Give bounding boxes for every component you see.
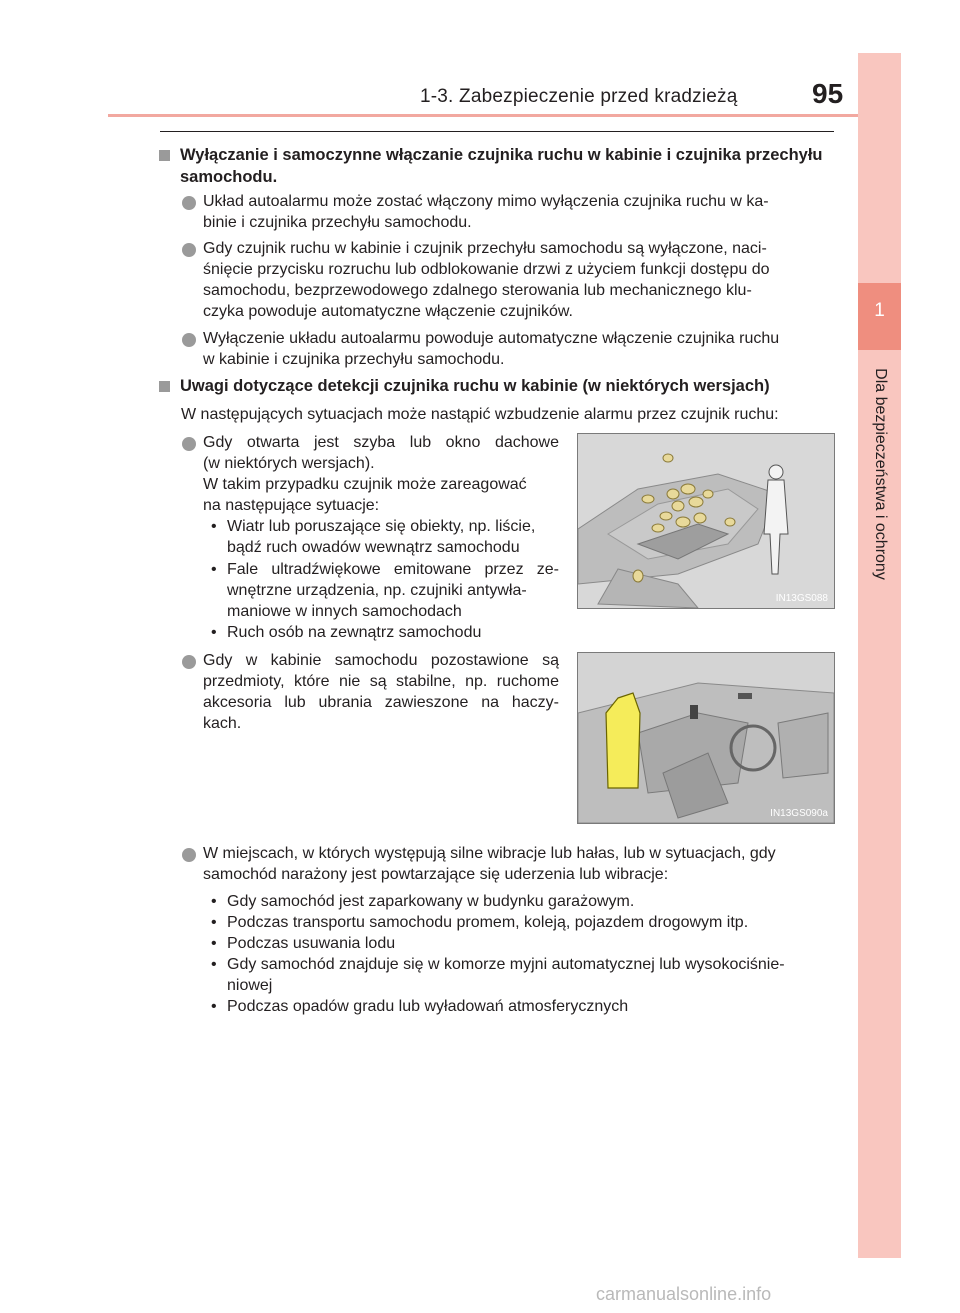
watermark: carmanualsonline.info — [596, 1284, 772, 1304]
bullet-dot-icon — [182, 196, 196, 210]
bullet-dot-icon — [182, 243, 196, 257]
sunroof-leaves-illustration — [577, 433, 835, 609]
section1-item-1: Układ autoalarmu może zostać włączony mimo wyłączenia czujnika ruchu w ka- binie i czujnika przechyłu samochodu. — [203, 193, 769, 231]
figure-code: IN13GS088 — [775, 593, 828, 604]
item3-bullet-2: Podczas transportu samochodu promem, koleją, pojazdem drogowym itp. — [227, 914, 749, 931]
bullet-dot-icon — [182, 333, 196, 347]
bullet-dot-icon — [182, 848, 196, 862]
section2-intro: W następujących sytuacjach może nastąpić wzbudzenie alarmu przez czujnik ruchu: — [181, 406, 779, 423]
item3-bullet-5: Podczas opadów gradu lub wyładowań atmosferycznych — [227, 998, 629, 1015]
section1-item-2: Gdy czujnik ruchu w kabinie i czujnik przechyłu samochodu są wyłączone, naci- śnięcie przycisku rozruchu lub odblokowanie drzwi z użyciem funkcji dostępu do samochodu, bezprzewodowego zdalnego sterowania lub mechanicznego klu- czyka powoduje automatyczne włączenie czujników. — [203, 240, 770, 320]
chapter-side-tab — [858, 53, 901, 1258]
chapter-label: Dla bezpieczeństwa i ochrony — [872, 368, 889, 580]
running-header: 1-3. Zabezpieczenie przed kradzieżą — [420, 86, 738, 107]
item1-bullet-2: Fale ultradźwiękowe emitowane przez ze- wnętrzne urządzenia, np. czujniki antywła- maniowe w innych samochodach — [227, 561, 559, 620]
content-top-rule — [160, 131, 834, 132]
item3-bullet-3: Podczas usuwania lodu — [227, 935, 396, 952]
bullet-dot-icon — [182, 437, 196, 451]
chapter-number: 1 — [874, 300, 885, 321]
section2-item-2: Gdy w kabinie samochodu pozostawione są przedmioty, które nie są stabilne, np. ruchome akcesoria lub ubrania zawieszone na haczy- kach. — [203, 652, 559, 732]
section-square-icon — [159, 150, 170, 161]
section2-item-1: Gdy otwarta jest szyba lub okno dachowe (w niektórych wersjach). W takim przypadku czujnik może zareagować na następujące sytuacje: — [203, 434, 559, 514]
section1-heading: Wyłączanie i samoczynne włączanie czujnika ruchu w kabinie i czujnika przechyłu samochodu. — [180, 146, 823, 186]
interior-hanging-clothes-illustration — [577, 652, 835, 824]
item1-bullet-1: Wiatr lub poruszające się obiekty, np. liście, bądź ruch owadów wewnątrz samochodu — [227, 518, 536, 556]
section1-item-3: Wyłączenie układu autoalarmu powoduje automatyczne włączenie czujnika ruchu w kabinie i czujnika przechyłu samochodu. — [203, 330, 780, 368]
section2-item-3: W miejscach, w których występują silne wibracje lub hałas, lub w sytuacjach, gdy samochód narażony jest powtarzające się uderzenia lub wibracje: — [203, 845, 776, 883]
item3-bullet-1: Gdy samochód jest zaparkowany w budynku garażowym. — [227, 893, 635, 910]
item1-bullet-3: Ruch osób na zewnątrz samochodu — [227, 624, 482, 641]
section2-heading: Uwagi dotyczące detekcji czujnika ruchu w kabinie (w niektórych wersjach) — [180, 377, 770, 395]
page-number: 95 — [812, 78, 844, 109]
header-rule — [108, 114, 858, 117]
figure-code: IN13GS090a — [770, 808, 828, 819]
item3-bullet-4: Gdy samochód znajduje się w komorze myjni automatycznej lub wysokociśnie- niowej — [227, 956, 785, 994]
section-square-icon — [159, 381, 170, 392]
bullet-dot-icon — [182, 655, 196, 669]
